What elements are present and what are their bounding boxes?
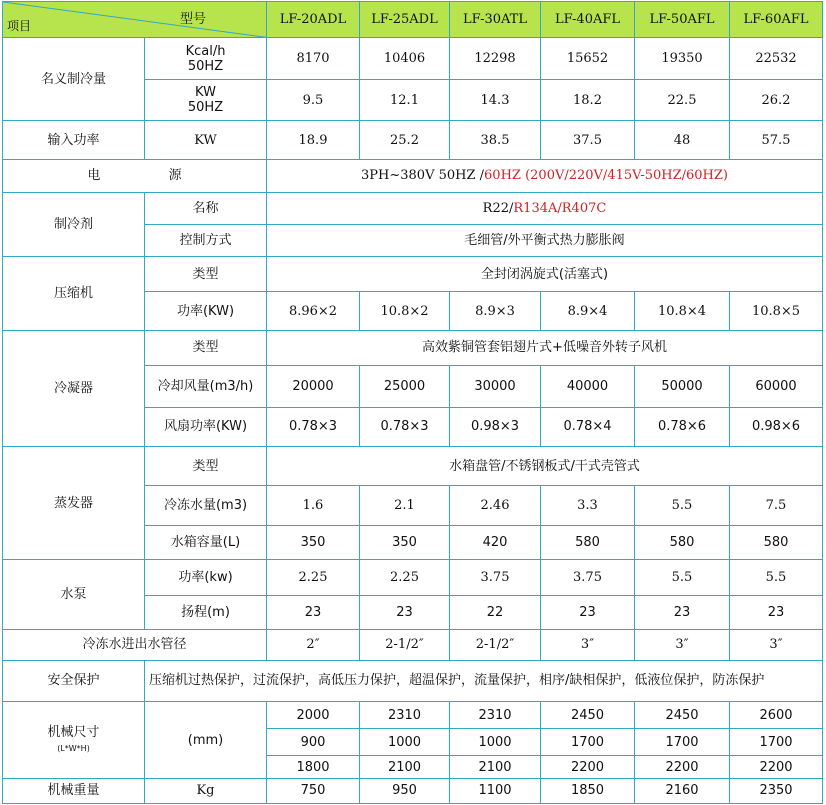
cooling-unit-kw-text: KW <box>195 85 216 101</box>
pump-power-value: 3.75 <box>450 560 541 596</box>
evaporator-type-row <box>3 447 823 486</box>
safety-row <box>3 660 823 702</box>
model-header: LF-60AFL <box>730 2 823 38</box>
power-supply-row <box>3 159 823 192</box>
diagonal-line <box>3 2 266 37</box>
dimensions-length-value: 2000 <box>267 702 360 729</box>
cooling-kcal-value: 19350 <box>635 38 730 80</box>
cooling-unit-kcal-text: Kcal/h <box>185 43 226 59</box>
cooling-label: 名义制冷量 <box>3 38 145 121</box>
refrigerant-name-value <box>267 192 823 224</box>
weight-row <box>3 778 823 803</box>
pipe-label: 冷冻水进出水管径 <box>3 629 267 660</box>
power-supply-label <box>3 159 267 192</box>
evaporator-water-value: 1.6 <box>267 486 360 525</box>
pump-head-value: 22 <box>450 596 541 629</box>
dimensions-width-value: 1700 <box>635 729 730 756</box>
dimensions-height-value: 2200 <box>541 756 635 779</box>
condenser-type-row <box>3 330 823 365</box>
evaporator-tank-value: 580 <box>730 525 823 559</box>
dimensions-length-value: 2450 <box>541 702 635 729</box>
refrigerant-control-value: 毛细管/外平衡式热力膨胀阀 <box>267 225 823 257</box>
refrigerant-name-row <box>3 192 823 224</box>
dimensions-length-value: 2310 <box>360 702 450 729</box>
safety-label: 安全保护 <box>3 660 145 702</box>
dimensions-width-value: 1700 <box>730 729 823 756</box>
pump-head-value: 23 <box>635 596 730 629</box>
evaporator-tank-value: 350 <box>360 525 450 559</box>
dimensions-height-value: 2200 <box>635 756 730 779</box>
compressor-power-value: 10.8×4 <box>635 292 730 330</box>
condenser-air-value: 25000 <box>360 366 450 408</box>
compressor-power-value: 10.8×2 <box>360 292 450 330</box>
cooling-kcal-value: 8170 <box>267 38 360 80</box>
spec-table <box>2 1 823 804</box>
dimensions-width-value: 1000 <box>360 729 450 756</box>
input-power-value: 18.9 <box>267 121 360 159</box>
model-header-label: 型号 <box>179 12 206 27</box>
refrigerant-label: 制冷剂 <box>3 192 145 256</box>
input-power-unit: KW <box>145 121 267 159</box>
power-supply-black: 3PH~380V 50HZ / <box>361 168 485 184</box>
evaporator-water-value: 5.5 <box>635 486 730 525</box>
evaporator-tank-value: 580 <box>635 525 730 559</box>
power-supply-label-b: 源 <box>168 168 182 184</box>
cooling-kcal-value: 12298 <box>450 38 541 80</box>
input-power-label: 输入功率 <box>3 121 145 159</box>
condenser-air-value: 60000 <box>730 366 823 408</box>
condenser-fan-value: 0.78×3 <box>360 407 450 446</box>
cooling-kw-value: 14.3 <box>450 79 541 121</box>
model-header: LF-20ADL <box>267 2 360 38</box>
condenser-fan-value: 0.78×6 <box>635 407 730 446</box>
evaporator-tank-value: 350 <box>267 525 360 559</box>
pipe-value: 2-1/2″ <box>450 629 541 660</box>
evaporator-water-value: 2.46 <box>450 486 541 525</box>
cooling-kcal-value: 15652 <box>541 38 635 80</box>
pipe-row <box>3 629 823 660</box>
dimensions-label-cell <box>3 702 145 779</box>
cooling-kcal-value: 22532 <box>730 38 823 80</box>
pipe-value: 3″ <box>541 629 635 660</box>
dimensions-length-row <box>3 702 823 729</box>
pipe-value: 3″ <box>635 629 730 660</box>
pump-power-value: 5.5 <box>730 560 823 596</box>
input-power-value: 37.5 <box>541 121 635 159</box>
refrigerant-name-label: 名称 <box>145 192 267 224</box>
compressor-type-label: 类型 <box>145 257 267 292</box>
model-header: LF-40AFL <box>541 2 635 38</box>
input-power-row <box>3 121 823 159</box>
cooling-kw-value: 9.5 <box>267 79 360 121</box>
header-row <box>3 2 823 38</box>
cooling-kw-value: 26.2 <box>730 79 823 121</box>
model-header: LF-25ADL <box>360 2 450 38</box>
dimensions-height-value: 2100 <box>450 756 541 779</box>
evaporator-type-label: 类型 <box>145 447 267 486</box>
pump-power-value: 2.25 <box>267 560 360 596</box>
cooling-row-kcal <box>3 38 823 80</box>
condenser-type-value: 高效紫铜管套铝翅片式+低噪音外转子风机 <box>267 330 823 365</box>
condenser-air-value: 20000 <box>267 366 360 408</box>
weight-value: 750 <box>267 778 360 803</box>
dimensions-height-value: 1800 <box>267 756 360 779</box>
pipe-value: 2-1/2″ <box>360 629 450 660</box>
pump-head-label: 扬程(m) <box>145 596 267 629</box>
evaporator-tank-label: 水箱容量(L) <box>145 525 267 559</box>
weight-value: 950 <box>360 778 450 803</box>
dimensions-label: 机械尺寸 <box>47 725 100 741</box>
condenser-fan-value: 0.78×3 <box>267 407 360 446</box>
compressor-type-value: 全封闭涡旋式(活塞式) <box>267 257 823 292</box>
pump-power-value: 5.5 <box>635 560 730 596</box>
dimensions-width-value: 1700 <box>541 729 635 756</box>
evaporator-type-value: 水箱盘管/不锈钢板式/干式壳管式 <box>267 447 823 486</box>
pump-power-label: 功率(kw) <box>145 560 267 596</box>
pump-power-value: 2.25 <box>360 560 450 596</box>
input-power-value: 38.5 <box>450 121 541 159</box>
dimensions-length-value: 2450 <box>635 702 730 729</box>
dimensions-unit: (mm) <box>145 702 267 779</box>
weight-label: 机械重量 <box>3 778 145 803</box>
pump-head-value: 23 <box>360 596 450 629</box>
evaporator-label: 蒸发器 <box>3 447 145 560</box>
refrigerant-name-black: R22/ <box>482 200 514 216</box>
safety-value: 压缩机过热保护，过流保护，高低压力保护，超温保护，流量保护，相序/缺相保护，低液位保护，防冻保护 <box>145 660 823 702</box>
condenser-fan-value: 0.98×3 <box>450 407 541 446</box>
pipe-value: 3″ <box>730 629 823 660</box>
compressor-power-label: 功率(KW) <box>145 292 267 330</box>
condenser-fan-value: 0.98×6 <box>730 407 823 446</box>
condenser-fan-label: 风扇功率(KW) <box>145 407 267 446</box>
pipe-value: 2″ <box>267 629 360 660</box>
cooling-kw-value: 18.2 <box>541 79 635 121</box>
pump-label: 水泵 <box>3 560 145 630</box>
evaporator-tank-value: 580 <box>541 525 635 559</box>
refrigerant-control-label: 控制方式 <box>145 225 267 257</box>
cooling-kcal-value: 10406 <box>360 38 450 80</box>
header-corner-cell <box>3 2 267 38</box>
weight-value: 1850 <box>541 778 635 803</box>
evaporator-water-label: 冷冻水量(m3) <box>145 486 267 525</box>
compressor-power-value: 8.9×4 <box>541 292 635 330</box>
weight-unit: Kg <box>145 778 267 803</box>
evaporator-water-value: 7.5 <box>730 486 823 525</box>
dimensions-length-value: 2310 <box>450 702 541 729</box>
condenser-type-label: 类型 <box>145 330 267 365</box>
evaporator-water-value: 3.3 <box>541 486 635 525</box>
power-supply-label-a: 电 <box>87 168 101 184</box>
refrigerant-name-red: R134A/R407C <box>513 200 607 216</box>
pump-head-value: 23 <box>541 596 635 629</box>
dimensions-length-value: 2600 <box>730 702 823 729</box>
pump-head-value: 23 <box>267 596 360 629</box>
dimensions-height-value: 2100 <box>360 756 450 779</box>
compressor-power-value: 10.8×5 <box>730 292 823 330</box>
weight-value: 1100 <box>450 778 541 803</box>
pump-power-value: 3.75 <box>541 560 635 596</box>
dimensions-sub-label: (L*W*H) <box>57 744 90 754</box>
cooling-kw-value: 12.1 <box>360 79 450 121</box>
compressor-label: 压缩机 <box>3 257 145 331</box>
model-header: LF-30ATL <box>450 2 541 38</box>
model-header: LF-50AFL <box>635 2 730 38</box>
dimensions-width-value: 1000 <box>450 729 541 756</box>
condenser-air-value: 40000 <box>541 366 635 408</box>
power-supply-value <box>267 159 823 192</box>
compressor-power-value: 8.96×2 <box>267 292 360 330</box>
condenser-label: 冷凝器 <box>3 330 145 446</box>
power-supply-red: 60HZ (200V/220V/415V-50HZ/60HZ) <box>484 168 728 184</box>
pump-head-value: 23 <box>730 596 823 629</box>
evaporator-tank-value: 420 <box>450 525 541 559</box>
cooling-kw-value: 22.5 <box>635 79 730 121</box>
input-power-value: 25.2 <box>360 121 450 159</box>
compressor-type-row <box>3 257 823 292</box>
cooling-freq-kcal: 50HZ <box>187 58 224 74</box>
dimensions-height-value: 2200 <box>730 756 823 779</box>
item-header-label: 项目 <box>7 19 32 34</box>
cooling-unit-kw <box>145 79 267 121</box>
dimensions-width-value: 900 <box>267 729 360 756</box>
condenser-fan-value: 0.78×4 <box>541 407 635 446</box>
condenser-air-value: 50000 <box>635 366 730 408</box>
input-power-value: 48 <box>635 121 730 159</box>
pump-power-row <box>3 560 823 596</box>
weight-value: 2160 <box>635 778 730 803</box>
weight-value: 2350 <box>730 778 823 803</box>
condenser-air-value: 30000 <box>450 366 541 408</box>
cooling-unit-kcal <box>145 38 267 80</box>
input-power-value: 57.5 <box>730 121 823 159</box>
cooling-freq-kw: 50HZ <box>187 100 224 116</box>
compressor-power-value: 8.9×3 <box>450 292 541 330</box>
evaporator-water-value: 2.1 <box>360 486 450 525</box>
condenser-air-label: 冷却风量(m3/h) <box>145 366 267 408</box>
